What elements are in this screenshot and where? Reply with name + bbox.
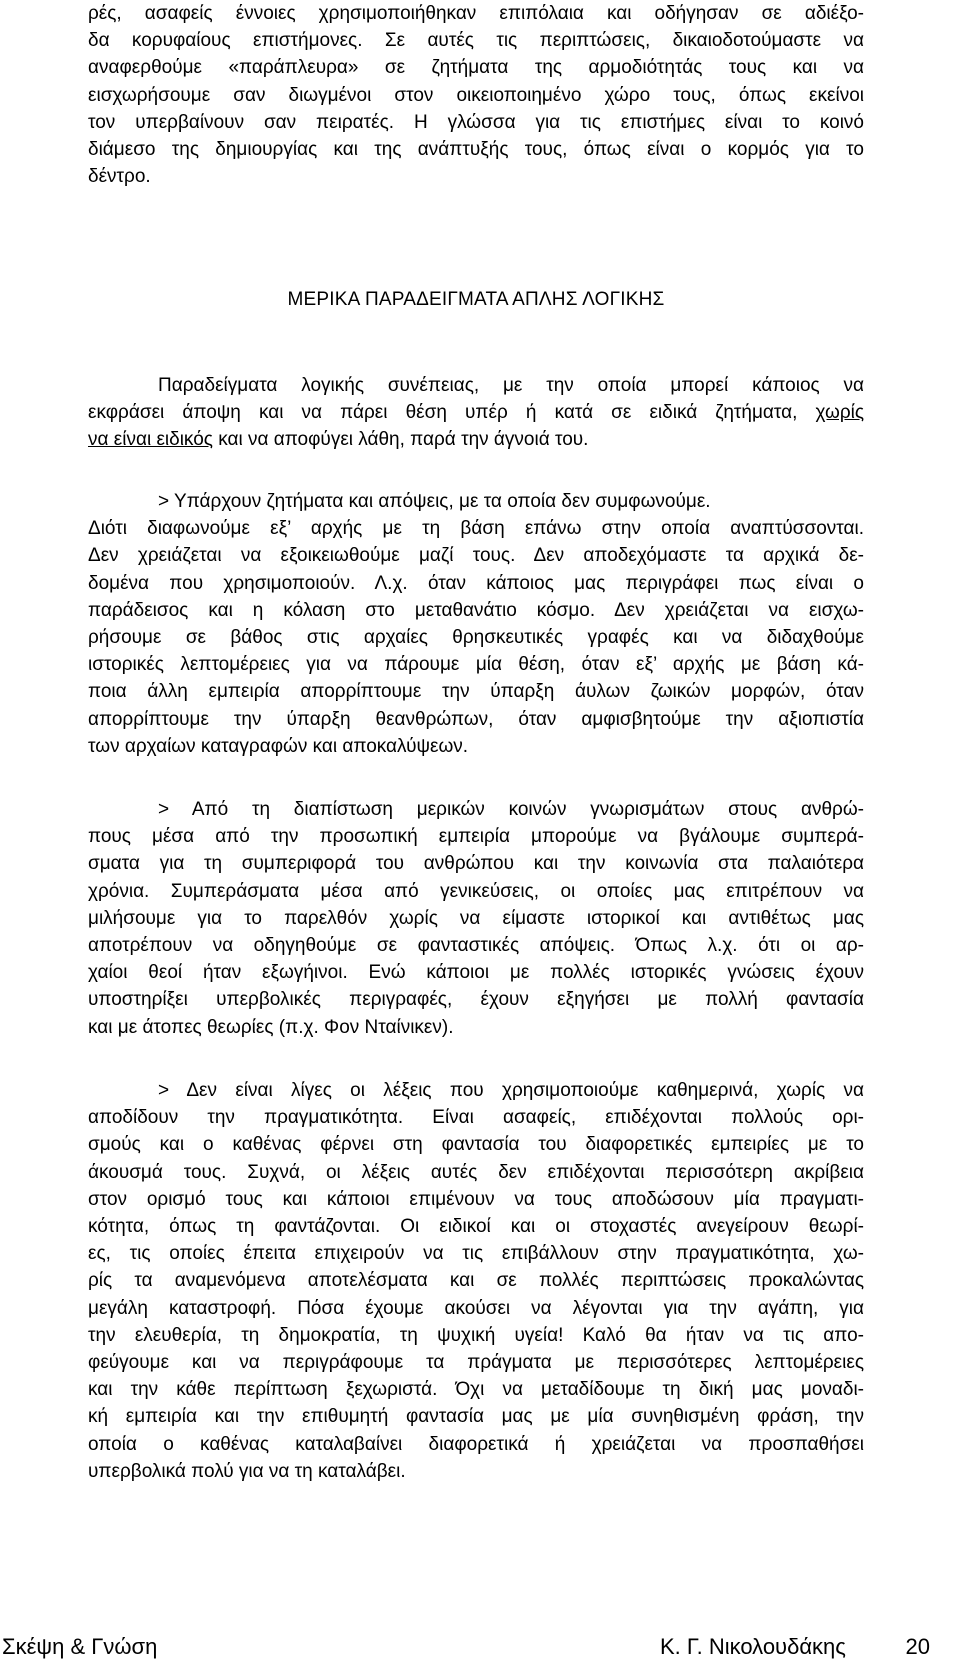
paragraph-example-2 [88, 796, 864, 1041]
text-segment: εκφράσει άποψη και να πάρει θέση υπέρ ή κατά σε ειδικά ζητήματα, [88, 402, 816, 424]
paragraph-intro [88, 0, 864, 190]
text-line: κότητα, όπως τη φαντάζονται. Οι ειδικοί και οι στοχαστές ανεγείρουν θεωρί- [88, 1216, 864, 1238]
text-line: απορρίπτουμε την ύπαρξη θεανθρώπων, όταν αμφισβητούμε την αξιοπιστία [88, 708, 864, 730]
text-line: υπερβολικά πολύ για να τη καταλάβει. [88, 1460, 406, 1482]
text-line: διάμεσο της δημιουργίας και της ανάπτυξής τους, όπως είναι ο κορμός για το [88, 139, 864, 161]
text-line: Παραδείγματα λογικής συνέπειας, με την οποία μπορεί κάποιος να [158, 375, 864, 396]
underlined-text: να είναι ειδικός [88, 429, 213, 451]
footer-book-title: Σκέψη & Γνώση [2, 1634, 158, 1659]
text-line: κή εμπειρία και την επιθυμητή φαντασία μας με μία συνηθισμένη φράση, την [88, 1406, 864, 1428]
text-line: > Δεν είναι λίγες οι λέξεις που χρησιμοποιούμε καθημερινά, χωρίς να [158, 1080, 864, 1101]
text-line: φεύγουμε και να περιγράφουμε τα πράγματα με περισσότερες λεπτομέρειες [88, 1352, 864, 1374]
text-line: την ελευθερία, τη δημοκρατία, τη ψυχική υγεία! Καλό θα ήταν να τις απο- [88, 1324, 864, 1346]
text-line: αποτρέπουν να οδηγηθούμε σε φανταστικές απόψεις. Όπως λ.χ. ότι οι αρ- [88, 935, 864, 957]
text-line: > Υπάρχουν ζητήματα και απόψεις, με τα οποία δεν συμφωνούμε. [158, 491, 711, 512]
text-line: αναφερθούμε «παράπλευρα» σε ζητήματα της αρμοδιότητάς τους και να [88, 57, 864, 79]
text-line: τον υπερβαίνουν σαν πειρατές. Η γλώσσα για τις επιστήμες είναι το κοινό [88, 111, 864, 133]
text-line: μιλήσουμε για το παρελθόν χωρίς να είμαστε ιστορικοί και αντιθέτως μας [88, 907, 864, 929]
footer-author: Κ. Γ. Νικολουδάκης [660, 1634, 846, 1659]
text-line [88, 426, 864, 453]
text-line: ρήσουμε σε βάθος στις αρχαίες θρησκευτικές γραφές και να διδαχθούμε [88, 627, 864, 649]
page-footer [0, 1626, 960, 1666]
text-line: σμούς και ο καθένας φέρνει στη φαντασία του διαφορετικές εμπειρίες με το [88, 1134, 864, 1156]
text-line: ρίς τα αναμενόμενα αποτελέσματα και σε πολλές περιπτώσεις προκαλώντας [88, 1270, 864, 1292]
text-line: στον ορισμό τους και κάποιοι επιμένουν να τους αποδώσουν μία πραγματι- [88, 1188, 864, 1210]
text-segment: και να αποφύγει λάθη, παρά την άγνοιά του. [212, 429, 589, 451]
text-line: οποία ο καθένας καταλαβαίνει διαφορετικά ή χρειάζεται να προσπαθήσει [88, 1433, 864, 1455]
text-line: πους μέσα από την προσωπική εμπειρία μπορούμε να βγάλουμε συμπερά- [88, 826, 864, 848]
text-line: εισχωρήσουμε σαν διωγμένοι στον οικειοποιημένο χώρο τους, όπως εκείνοι [88, 84, 864, 106]
text-line: δομένα που χρησιμοποιούν. Λ.χ. όταν κάποιος μας περιγράφει πως είναι ο [88, 572, 864, 594]
text-line: Διότι διαφωνούμε εξ’ αρχής με τη βάση επάνω στην οποία αναπτύσσονται. [88, 518, 864, 540]
text-line: δα κορυφαίους επιστήμονες. Σε αυτές τις περιπτώσεις, δικαιοδοτούμαστε να [88, 30, 864, 52]
text-line: μεγάλη καταστροφή. Πόσα έχουμε ακούσει να λέγονται για την αγάπη, για [88, 1297, 864, 1319]
text-line [88, 399, 864, 426]
paragraph-examples-intro [88, 372, 864, 454]
text-line: και με άτοπες θεωρίες (π.χ. Φον Νταίνικεν). [88, 1016, 454, 1038]
underlined-text: χωρίς [815, 402, 864, 424]
text-line: άκουσμά τους. Συχνά, οι λέξεις αυτές δεν επιδέχονται περισσότερη ακρίβεια [88, 1161, 864, 1183]
text-line: > Από τη διαπίστωση μερικών κοινών γνωρισμάτων στους ανθρώ- [158, 799, 864, 820]
page-number: 20 [905, 1634, 930, 1659]
text-line: Δεν χρειάζεται να εξοικειωθούμε μαζί τους. Δεν αποδεχόμαστε τα αρχικά δε- [88, 545, 864, 567]
text-line: χαίοι θεοί ήταν εξωγήινοι. Ενώ κάποιοι με πολλές ιστορικές γνώσεις έχουν [88, 962, 864, 984]
text-line: παράδεισος και η κόλαση στο μεταθανάτιο κόσμο. Δεν χρειάζεται να εισχω- [88, 599, 864, 621]
text-line: ιστορικές λεπτομέρειες για να πάρουμε μία θέση, όταν εξ’ αρχής με βάση κά- [88, 654, 864, 676]
text-line: και την κάθε περίπτωση ξεχωριστά. Όχι να μεταδίδουμε τη δική μας μοναδι- [88, 1379, 864, 1401]
text-line: αποδίδουν την πραγματικότητα. Είναι ασαφείς, επιδέχονται πολλούς ορι- [88, 1107, 864, 1129]
text-line: ες, τις οποίες έπειτα επιχειρούν να τις επιβάλλουν στην πραγματικότητα, χω- [88, 1243, 864, 1265]
text-line: δέντρο. [88, 166, 151, 188]
text-line: χρόνια. Συμπεράσματα μέσα από γενικεύσεις, οι οποίες μας επιτρέπουν να [88, 880, 864, 902]
text-line: των αρχαίων καταγραφών και αποκαλύψεων. [88, 735, 469, 757]
text-line: ρές, ασαφείς έννοιες χρησιμοποιήθηκαν επιπόλαια και οδήγησαν σε αδιέξο- [88, 3, 864, 24]
paragraph-example-1 [88, 488, 864, 760]
paragraph-example-3 [88, 1077, 864, 1485]
section-heading: ΜΕΡΙΚΑ ΠΑΡΑΔΕΙΓΜΑΤΑ ΑΠΛΗΣ ΛΟΓΙΚΗΣ [287, 289, 665, 310]
text-line: υποστηρίξει υπερβολικές περιγραφές, έχουν εξηγήσει με πολλή φαντασία [88, 989, 864, 1011]
text-line: ποια άλλη εμπειρία απορρίπτουμε την ύπαρξη άυλων ζωικών μορφών, όταν [88, 681, 864, 703]
text-line: σματα για τη συμπεριφορά του ανθρώπου και την κοινωνία στα παλαιότερα [88, 853, 864, 875]
